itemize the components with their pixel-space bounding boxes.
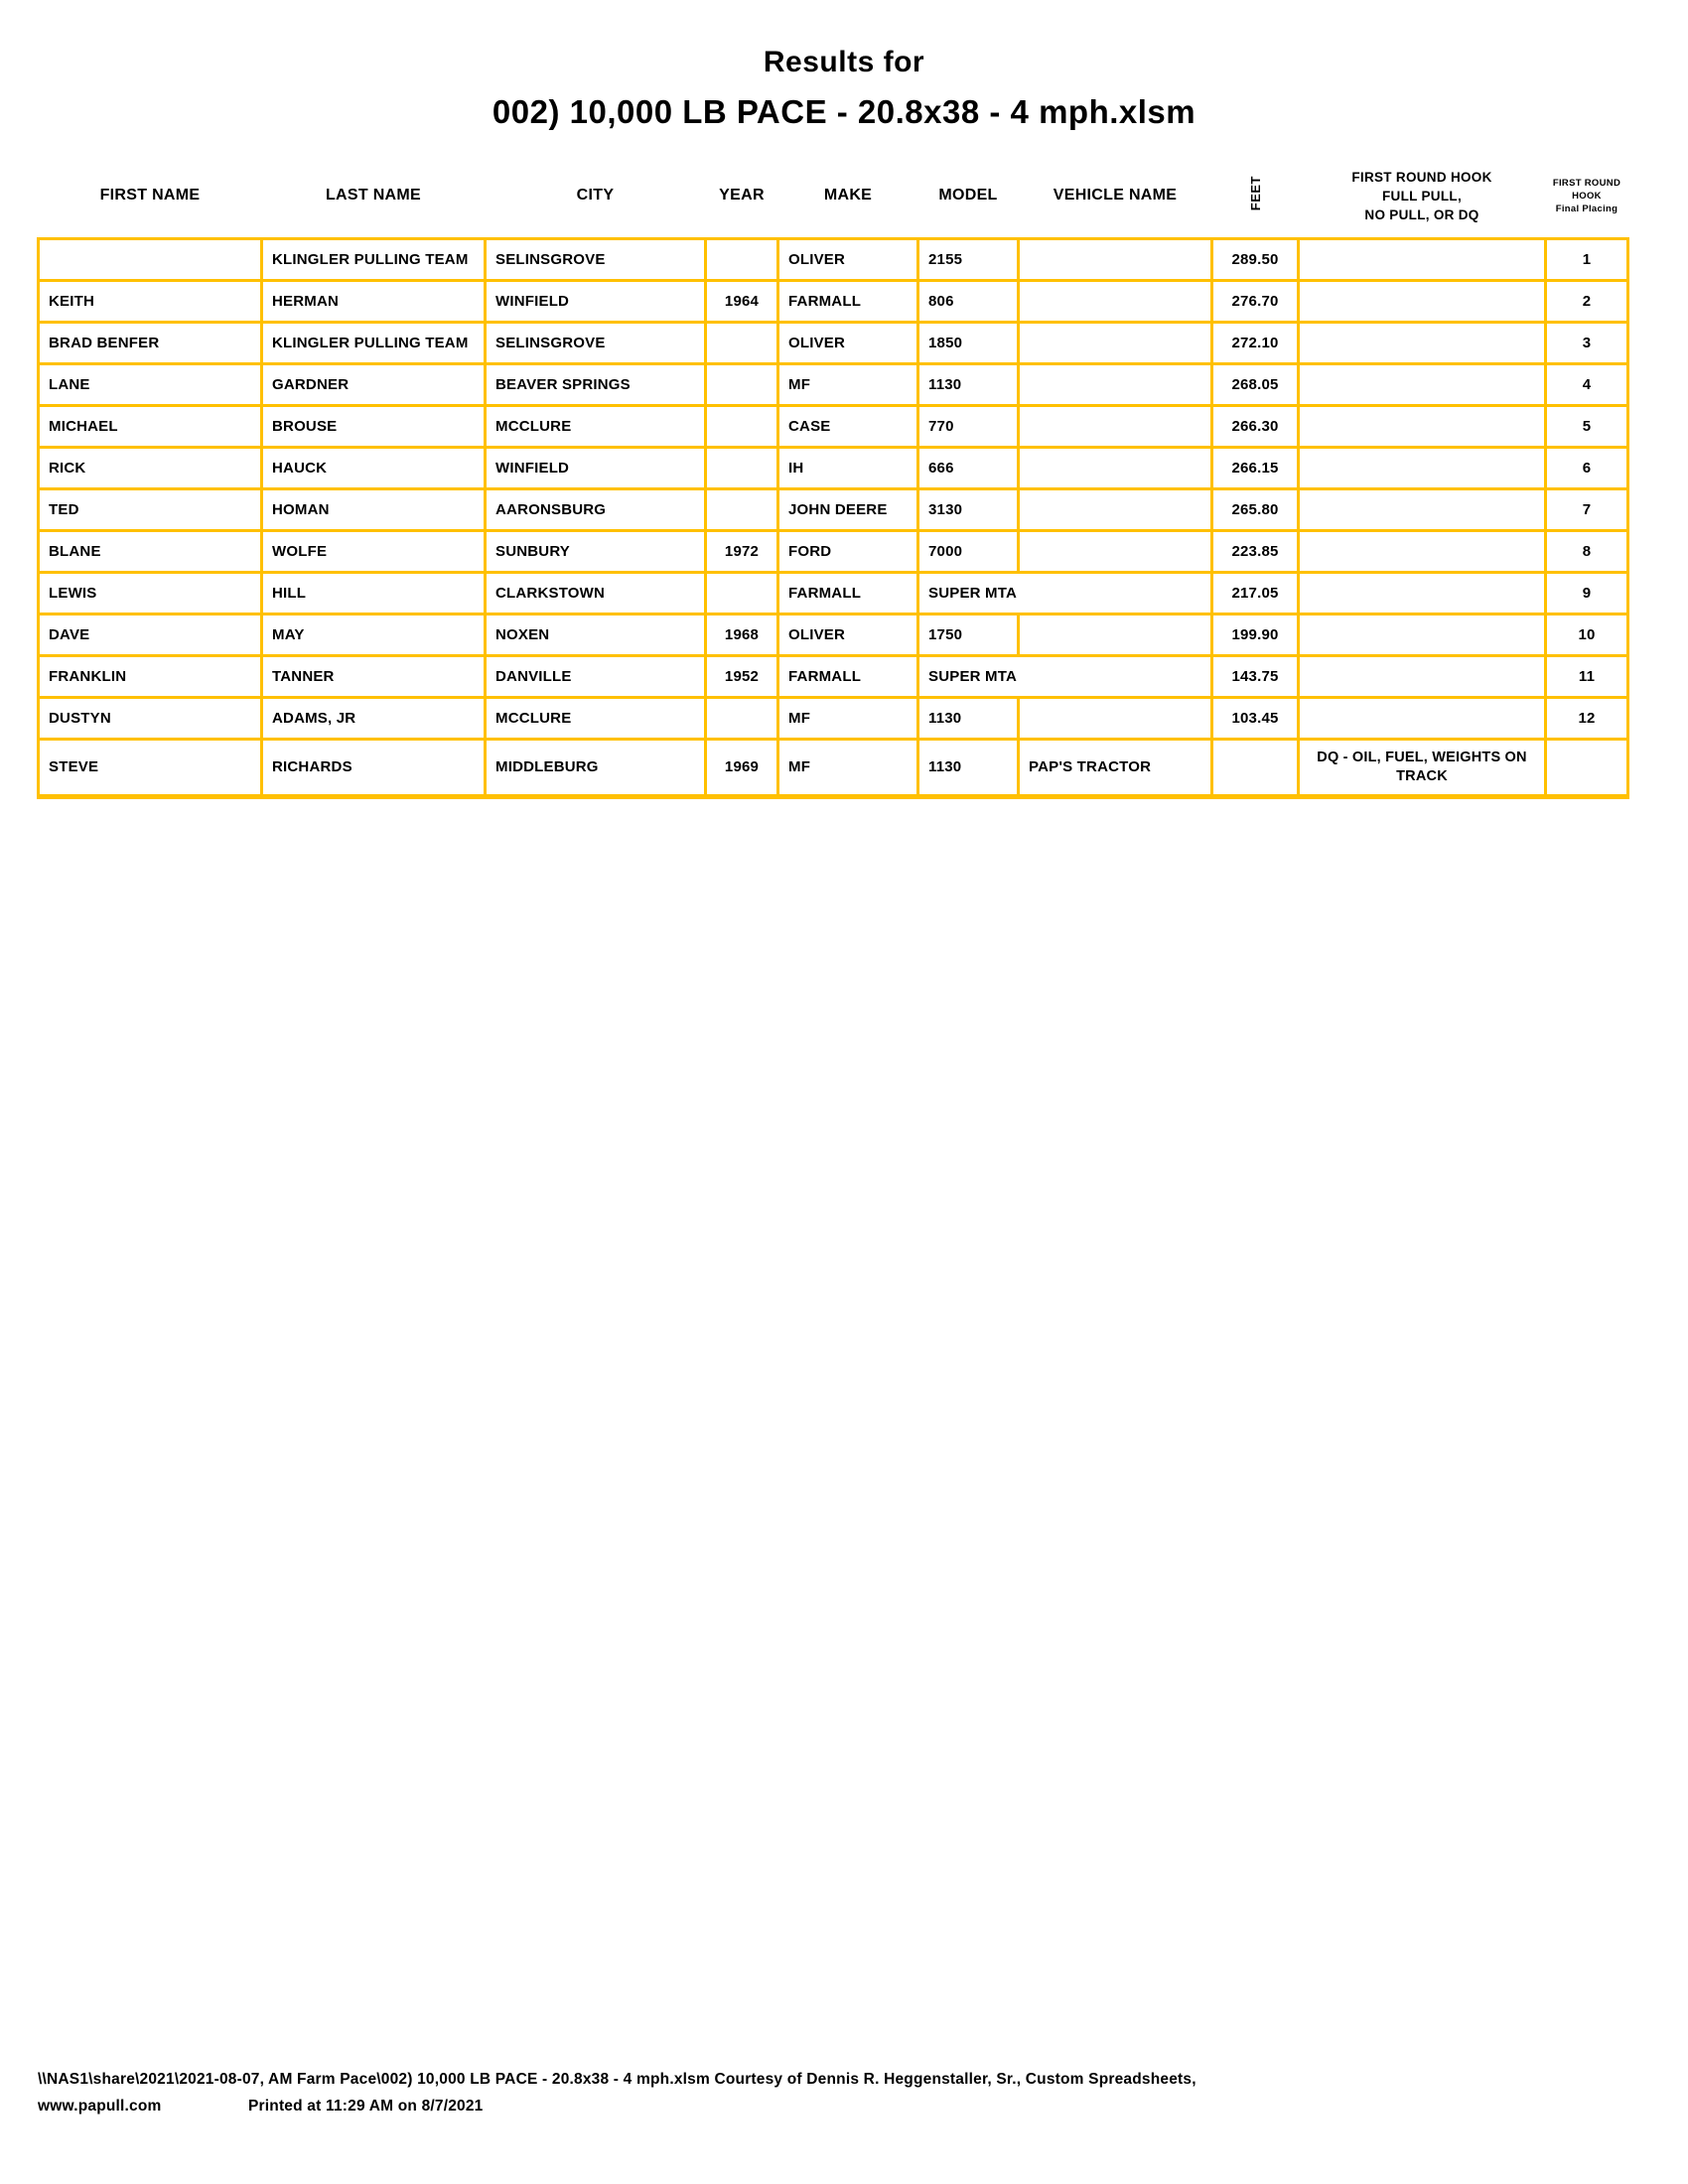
cell-feet (1212, 739, 1299, 796)
cell-vehicle-name (1019, 614, 1212, 655)
cell-city: SUNBURY (486, 530, 706, 572)
results-table-header (39, 155, 1628, 238)
table-row (39, 572, 1628, 614)
cell-year: 1952 (706, 655, 778, 697)
cell-year: 1969 (706, 739, 778, 796)
cell-city: MCCLURE (486, 697, 706, 739)
cell-first-name: MICHAEL (39, 405, 262, 447)
cell-vehicle-name (1019, 322, 1212, 363)
cell-make: MF (778, 739, 918, 796)
cell-first-round-hook (1299, 405, 1546, 447)
cell-first-round-hook (1299, 655, 1546, 697)
cell-first-round-hook (1299, 572, 1546, 614)
cell-make: MF (778, 697, 918, 739)
cell-first-round-hook (1299, 238, 1546, 280)
cell-feet: 266.15 (1212, 447, 1299, 488)
column-header-vehicle-name: VEHICLE NAME (1053, 187, 1178, 205)
cell-last-name: HERMAN (262, 280, 486, 322)
cell-vehicle-name (1019, 530, 1212, 572)
cell-first-round-hook (1299, 447, 1546, 488)
table-row (39, 363, 1628, 405)
cell-year (706, 447, 778, 488)
column-header-city: CITY (576, 187, 615, 205)
cell-final-placing: 8 (1546, 530, 1628, 572)
cell-model: 1130 (918, 363, 1019, 405)
cell-city: SELINSGROVE (486, 238, 706, 280)
cell-first-name: STEVE (39, 739, 262, 796)
cell-feet: 217.05 (1212, 572, 1299, 614)
cell-last-name: RICHARDS (262, 739, 486, 796)
cell-first-name: FRANKLIN (39, 655, 262, 697)
table-row (39, 530, 1628, 572)
cell-vehicle-name (1019, 238, 1212, 280)
cell-final-placing: 3 (1546, 322, 1628, 363)
cell-vehicle-name: PAP'S TRACTOR (1019, 739, 1212, 796)
cell-last-name: GARDNER (262, 363, 486, 405)
cell-final-placing: 4 (1546, 363, 1628, 405)
cell-first-name: BLANE (39, 530, 262, 572)
cell-feet: 223.85 (1212, 530, 1299, 572)
table-row (39, 739, 1628, 796)
cell-model: 1850 (918, 322, 1019, 363)
cell-make: OLIVER (778, 322, 918, 363)
cell-final-placing (1546, 739, 1628, 796)
cell-feet: 268.05 (1212, 363, 1299, 405)
cell-model: 3130 (918, 488, 1019, 530)
cell-first-name: DAVE (39, 614, 262, 655)
cell-first-round-hook (1299, 530, 1546, 572)
cell-feet: 276.70 (1212, 280, 1299, 322)
footer-printed-timestamp: Printed at 11:29 AM on 8/7/2021 (248, 2098, 484, 2115)
cell-final-placing: 5 (1546, 405, 1628, 447)
column-header-first-round-hook: FIRST ROUND HOOK FULL PULL, NO PULL, OR DQ (1351, 169, 1492, 222)
cell-final-placing: 7 (1546, 488, 1628, 530)
table-row (39, 655, 1628, 697)
cell-model: 770 (918, 405, 1019, 447)
cell-make: CASE (778, 405, 918, 447)
table-row (39, 238, 1628, 280)
cell-final-placing: 9 (1546, 572, 1628, 614)
cell-last-name: WOLFE (262, 530, 486, 572)
table-row (39, 697, 1628, 739)
cell-year (706, 405, 778, 447)
column-header-year: YEAR (719, 187, 765, 205)
cell-city: MIDDLEBURG (486, 739, 706, 796)
cell-year (706, 572, 778, 614)
cell-city: WINFIELD (486, 280, 706, 322)
rotated-header-text: FEET (1247, 176, 1263, 211)
cell-vehicle-name (1019, 280, 1212, 322)
cell-city: WINFIELD (486, 447, 706, 488)
footer-file-path: \\NAS1\share\2021\2021-08-07, AM Farm Pace\002) 10,000 LB PACE - 20.8x38 - 4 mph.xlsm Courtesy of Dennis R. Heggenstaller, Sr., Custom Spreadsheets, (38, 2071, 1196, 2088)
cell-last-name: TANNER (262, 655, 486, 697)
cell-first-round-hook: DQ - OIL, FUEL, WEIGHTS ON TRACK (1299, 739, 1546, 796)
cell-feet: 266.30 (1212, 405, 1299, 447)
column-header-last-name: LAST NAME (325, 187, 422, 205)
cell-year: 1964 (706, 280, 778, 322)
cell-vehicle-name (1019, 405, 1212, 447)
cell-model: 7000 (918, 530, 1019, 572)
cell-final-placing: 1 (1546, 238, 1628, 280)
cell-model: 1130 (918, 697, 1019, 739)
cell-last-name: ADAMS, JR (262, 697, 486, 739)
cell-feet: 143.75 (1212, 655, 1299, 697)
cell-make: JOHN DEERE (778, 488, 918, 530)
cell-city: AARONSBURG (486, 488, 706, 530)
cell-year (706, 363, 778, 405)
cell-last-name: HILL (262, 572, 486, 614)
cell-make: IH (778, 447, 918, 488)
results-table-body (39, 238, 1628, 796)
cell-model: 1130 (918, 739, 1019, 796)
cell-feet: 289.50 (1212, 238, 1299, 280)
cell-model: 2155 (918, 238, 1019, 280)
page-title: Results for (763, 46, 925, 78)
page-footer (38, 2071, 1196, 2116)
cell-first-name: LEWIS (39, 572, 262, 614)
cell-year (706, 488, 778, 530)
table-row (39, 614, 1628, 655)
cell-city: MCCLURE (486, 405, 706, 447)
column-header-make: MAKE (823, 187, 873, 205)
cell-first-round-hook (1299, 363, 1546, 405)
cell-make: FORD (778, 530, 918, 572)
cell-year (706, 238, 778, 280)
cell-vehicle-name (1019, 488, 1212, 530)
cell-vehicle-name (1019, 447, 1212, 488)
cell-first-name: TED (39, 488, 262, 530)
table-row (39, 280, 1628, 322)
cell-last-name: MAY (262, 614, 486, 655)
cell-make: FARMALL (778, 655, 918, 697)
cell-last-name: KLINGLER PULLING TEAM (262, 238, 486, 280)
cell-first-round-hook (1299, 322, 1546, 363)
cell-feet: 199.90 (1212, 614, 1299, 655)
cell-final-placing: 2 (1546, 280, 1628, 322)
cell-year (706, 322, 778, 363)
cell-make: FARMALL (778, 572, 918, 614)
cell-year (706, 697, 778, 739)
cell-final-placing: 6 (1546, 447, 1628, 488)
cell-city: NOXEN (486, 614, 706, 655)
cell-final-placing: 11 (1546, 655, 1628, 697)
cell-year: 1972 (706, 530, 778, 572)
cell-first-round-hook (1299, 488, 1546, 530)
cell-city: CLARKSTOWN (486, 572, 706, 614)
results-table (37, 155, 1629, 799)
cell-first-name: BRAD BENFER (39, 322, 262, 363)
column-header-feet (1212, 155, 1299, 238)
cell-last-name: HAUCK (262, 447, 486, 488)
cell-model: 666 (918, 447, 1019, 488)
cell-first-name: DUSTYN (39, 697, 262, 739)
cell-final-placing: 12 (1546, 697, 1628, 739)
cell-last-name: BROUSE (262, 405, 486, 447)
cell-vehicle-name (1019, 697, 1212, 739)
cell-first-name: KEITH (39, 280, 262, 322)
cell-year: 1968 (706, 614, 778, 655)
cell-feet: 103.45 (1212, 697, 1299, 739)
cell-city: DANVILLE (486, 655, 706, 697)
cell-make: OLIVER (778, 238, 918, 280)
cell-feet: 272.10 (1212, 322, 1299, 363)
cell-feet: 265.80 (1212, 488, 1299, 530)
table-row (39, 322, 1628, 363)
header-row (39, 155, 1628, 238)
table-row (39, 405, 1628, 447)
cell-city: BEAVER SPRINGS (486, 363, 706, 405)
cell-city: SELINSGROVE (486, 322, 706, 363)
cell-make: OLIVER (778, 614, 918, 655)
cell-first-name: LANE (39, 363, 262, 405)
page-subtitle: 002) 10,000 LB PACE - 20.8x38 - 4 mph.xlsm (492, 93, 1196, 130)
title-block (0, 0, 1688, 131)
column-header-final-placing: FIRST ROUND HOOK Final Placing (1552, 177, 1621, 214)
footer-line2 (38, 2098, 1196, 2116)
cell-first-round-hook (1299, 280, 1546, 322)
cell-first-name (39, 238, 262, 280)
cell-model: SUPER MTA (918, 655, 1212, 697)
cell-make: MF (778, 363, 918, 405)
cell-final-placing: 10 (1546, 614, 1628, 655)
cell-model: SUPER MTA (918, 572, 1212, 614)
cell-first-round-hook (1299, 614, 1546, 655)
footer-website: www.papull.com (38, 2098, 162, 2115)
cell-vehicle-name (1019, 363, 1212, 405)
table-row (39, 447, 1628, 488)
column-header-model: MODEL (938, 187, 998, 205)
table-row (39, 488, 1628, 530)
cell-last-name: KLINGLER PULLING TEAM (262, 322, 486, 363)
cell-make: FARMALL (778, 280, 918, 322)
cell-model: 806 (918, 280, 1019, 322)
cell-model: 1750 (918, 614, 1019, 655)
cell-first-round-hook (1299, 697, 1546, 739)
column-header-first-name: FIRST NAME (99, 187, 201, 205)
cell-first-name: RICK (39, 447, 262, 488)
cell-last-name: HOMAN (262, 488, 486, 530)
